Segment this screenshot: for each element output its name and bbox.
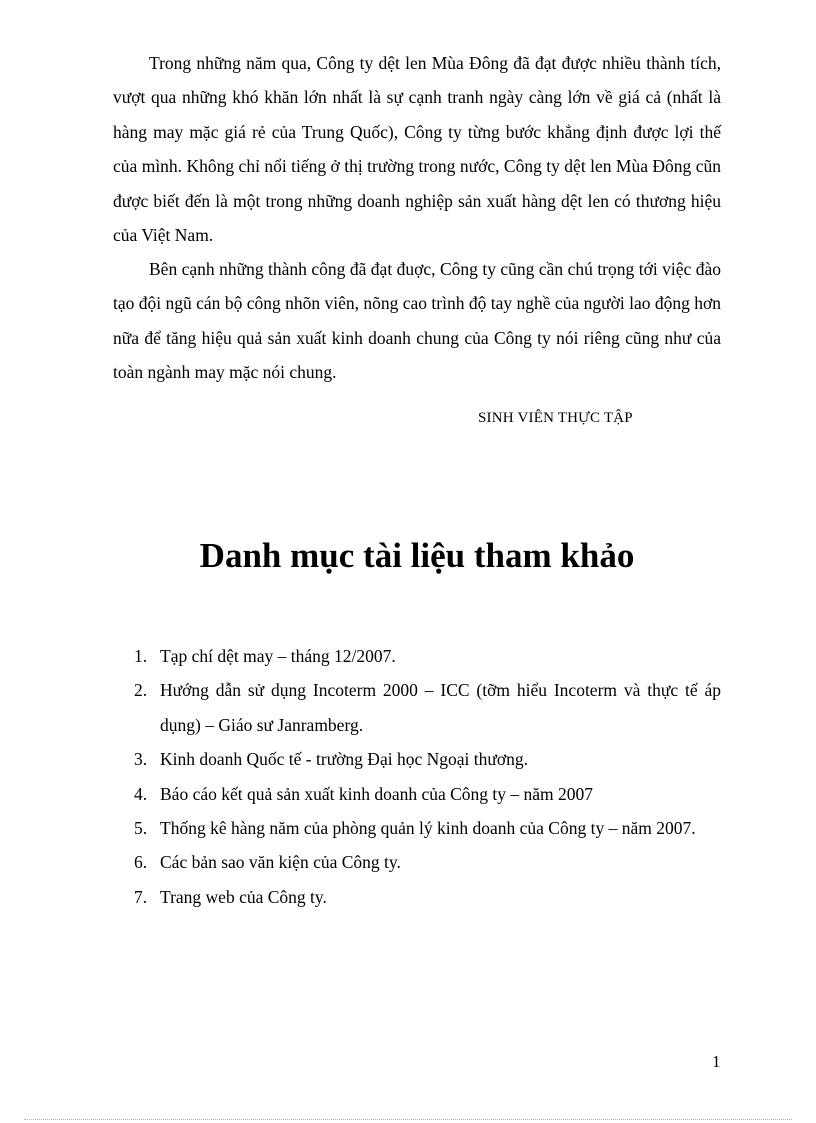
reference-text: Trang web của Công ty.	[160, 886, 327, 907]
reference-number: 6.	[134, 852, 148, 873]
reference-text: Tạp chí dệt may – tháng 12/2007.	[160, 646, 396, 666]
reference-item	[113, 777, 721, 811]
reference-number: 5.	[134, 818, 148, 839]
signature-label: SINH VIÊN THỰC TẬP	[478, 410, 633, 426]
reference-text: Báo cáo kết quả sản xuất kinh doanh của Công ty – năm 2007	[160, 783, 594, 804]
reference-number: 7.	[134, 886, 148, 907]
references-heading: Danh mục tài liệu tham khảo	[199, 536, 635, 575]
reference-item	[113, 811, 721, 845]
page-bottom-border	[24, 1119, 792, 1120]
reference-text: Kinh doanh Quốc tế - trường Đại học Ngoại thương.	[160, 749, 528, 770]
reference-item	[113, 845, 721, 879]
reference-item	[113, 673, 721, 742]
reference-item	[113, 742, 721, 776]
page-number: 1	[712, 1052, 721, 1071]
reference-text: Hướng dẫn sử dụng Incoterm 2000 – ICC (tỡm hiểu Incoterm và thực tế áp dụng) – Giáo sư Janramberg.	[160, 680, 721, 735]
reference-number: 2.	[134, 680, 148, 701]
body-paragraph: Trong những năm qua, Công ty dệt len Mùa Đông đã đạt được nhiều thành tích, vượt qua những khó khăn lớn nhất là sự cạnh tranh ngày càng lớn về giá cả (nhất là hàng may mặc giá rẻ của Trung Quốc), Công ty từng bước khẳng định được lợi thế của mình. Không chỉ nổi tiếng ở thị trường trong nước, Công ty dệt len Mùa Đông cũn được biết đến là một trong những doanh nghiệp sản xuất hàng dệt len có thương hiệu của Việt Nam.	[113, 53, 721, 246]
reference-item	[113, 639, 721, 673]
reference-item	[113, 880, 721, 914]
reference-text: Các bản sao văn kiện của Công ty.	[160, 852, 401, 873]
reference-number: 1.	[134, 646, 148, 666]
reference-list	[113, 639, 721, 914]
reference-number: 4.	[134, 783, 148, 804]
reference-text: Thống kê hàng năm của phòng quản lý kinh doanh của Công ty – năm 2007.	[160, 818, 696, 839]
reference-number: 3.	[134, 749, 148, 770]
body-paragraph: Bên cạnh những thành công đã đạt đuợc, Công ty cũng cần chú trọng tới việc đào tạo đội ngũ cán bộ công nhõn viên, nõng cao trình độ tay nghề của người lao động hơn nữa để tăng hiệu quả sản xuất kinh doanh chung của Công ty nói riêng cũng như của toàn ngành may mặc nói chung.	[113, 259, 721, 383]
